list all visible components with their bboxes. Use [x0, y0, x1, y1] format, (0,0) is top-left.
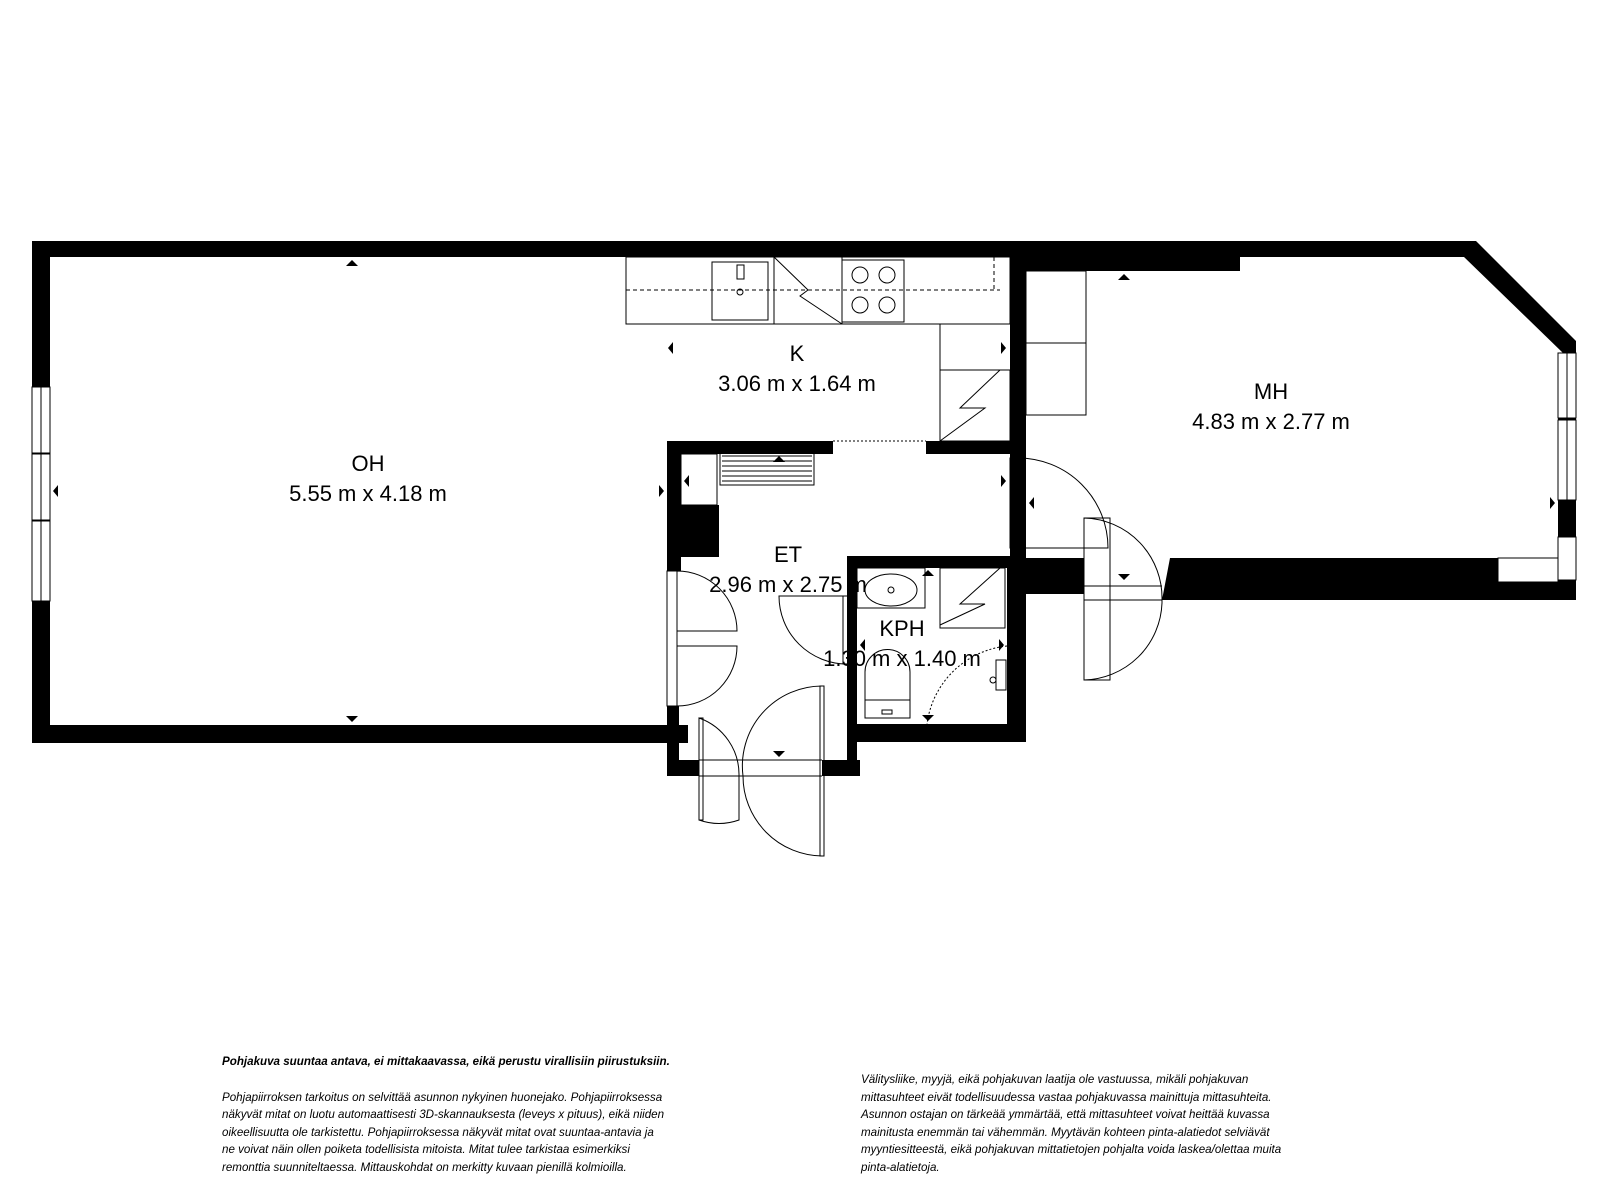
- balcony-door: [1084, 518, 1162, 680]
- kph-top-wall: [847, 556, 1007, 568]
- room-et-size: 2.96 m x 2.75 m: [709, 572, 867, 597]
- disclaimer-left: [222, 1053, 762, 1176]
- room-kph-name: KPH: [879, 616, 925, 641]
- disclaimer-left-line: ne voivat näin ollen poiketa todellisista mitoista. Mitat tulee tarkistaa esimerkiksi: [222, 1143, 630, 1156]
- disclaimer-right-line: mainitusta enemmän tai vähemmän. Myytävän kohteen pinta-alatiedot selviävät: [861, 1125, 1270, 1139]
- front-door-left: [699, 718, 739, 823]
- room-k-size: 3.06 m x 1.64 m: [718, 371, 876, 396]
- oh-bottom-wall: [32, 725, 688, 743]
- disclaimer-left-line: oikeellisuutta ole tarkistettu. Pohjapiirroksessa näkyvät mitat ovat suuntaa-antavia ja: [222, 1125, 654, 1139]
- disclaimer-left-line: näkyvät mitat on luotu automaattisesti 3D-skannauksesta (leveys x pituus), eikä niiden: [222, 1108, 665, 1121]
- room-kph-size: 1.30 m x 1.40 m: [823, 646, 981, 671]
- disclaimer-title: Pohjakuva suuntaa antava, ei mittakaavassa, eikä perustu virallisiin piirustuksiin.: [222, 1055, 670, 1068]
- disclaimer-right: [861, 1071, 1381, 1176]
- disclaimer-right-line: Asunnon ostajan on tärkeää ymmärtää, että mittasuhteet voivat heittää kuvassa: [861, 1108, 1270, 1121]
- burner-4: [879, 297, 895, 313]
- kph-shower: [940, 568, 1005, 628]
- room-oh-size: 5.55 m x 4.18 m: [289, 481, 447, 506]
- kph-bottom-wall: [847, 724, 1026, 742]
- room-mh-size: 4.83 m x 2.77 m: [1192, 409, 1350, 434]
- disclaimer-right-line: pinta-alatietoja.: [861, 1160, 940, 1174]
- radiator-lines: [722, 456, 812, 481]
- mh-closet-2: [1026, 343, 1086, 415]
- et-top-wall: [667, 441, 833, 454]
- room-mh-name: MH: [1253, 379, 1289, 404]
- k-mh-wall: [1010, 257, 1026, 457]
- burner-2: [879, 267, 895, 283]
- mh-bottom-wall-left: [1010, 558, 1084, 594]
- mh-closet-1: [1026, 271, 1086, 343]
- kitchen-sink: [712, 262, 768, 320]
- disclaimer-right-line: Välitysliike, myyjä, eikä pohjakuvan laatija ole vastuussa, mikäli pohjakuvan: [861, 1073, 1249, 1086]
- disclaimer-left-body: [222, 1089, 762, 1177]
- room-k-name: K: [789, 341, 805, 366]
- toilet-tank: [865, 700, 910, 718]
- room-et-name: ET: [773, 542, 803, 567]
- front-door-right: [742, 686, 822, 856]
- disclaimer-left-line: remonttia suunniteltaessa. Mittauskohdat on merkitty kuvaan pienillä kolmioilla.: [222, 1160, 627, 1174]
- mh-floor-window: [1498, 558, 1558, 582]
- disclaimer-left-line: Pohjapiirroksen tarkoitus on selvittää asunnon nykyinen huonejako. Pohjapiirroksessa: [222, 1090, 663, 1104]
- stove: [842, 260, 904, 322]
- disclaimer-right-line: mittasuhteet eivät todellisuudessa vastaa pohjakuvassa mainittuja mittasuhteita.: [861, 1090, 1272, 1104]
- fridge: [940, 370, 1010, 441]
- walls: [32, 241, 1576, 776]
- et-bottom-wall-left: [667, 760, 699, 776]
- mh-window-3: [1558, 537, 1576, 580]
- measurement-markers: [53, 260, 1555, 757]
- top-outer-wall: [32, 241, 1576, 353]
- burner-3: [852, 297, 868, 313]
- disclaimer-right-line: myyntiesitteestä, eikä pohjakuvan mittatietojen pohjalta voida laskea/olettaa muita: [861, 1143, 1282, 1156]
- room-oh-name: OH: [351, 451, 385, 476]
- et-dark-block: [667, 505, 719, 557]
- burner-1: [852, 267, 868, 283]
